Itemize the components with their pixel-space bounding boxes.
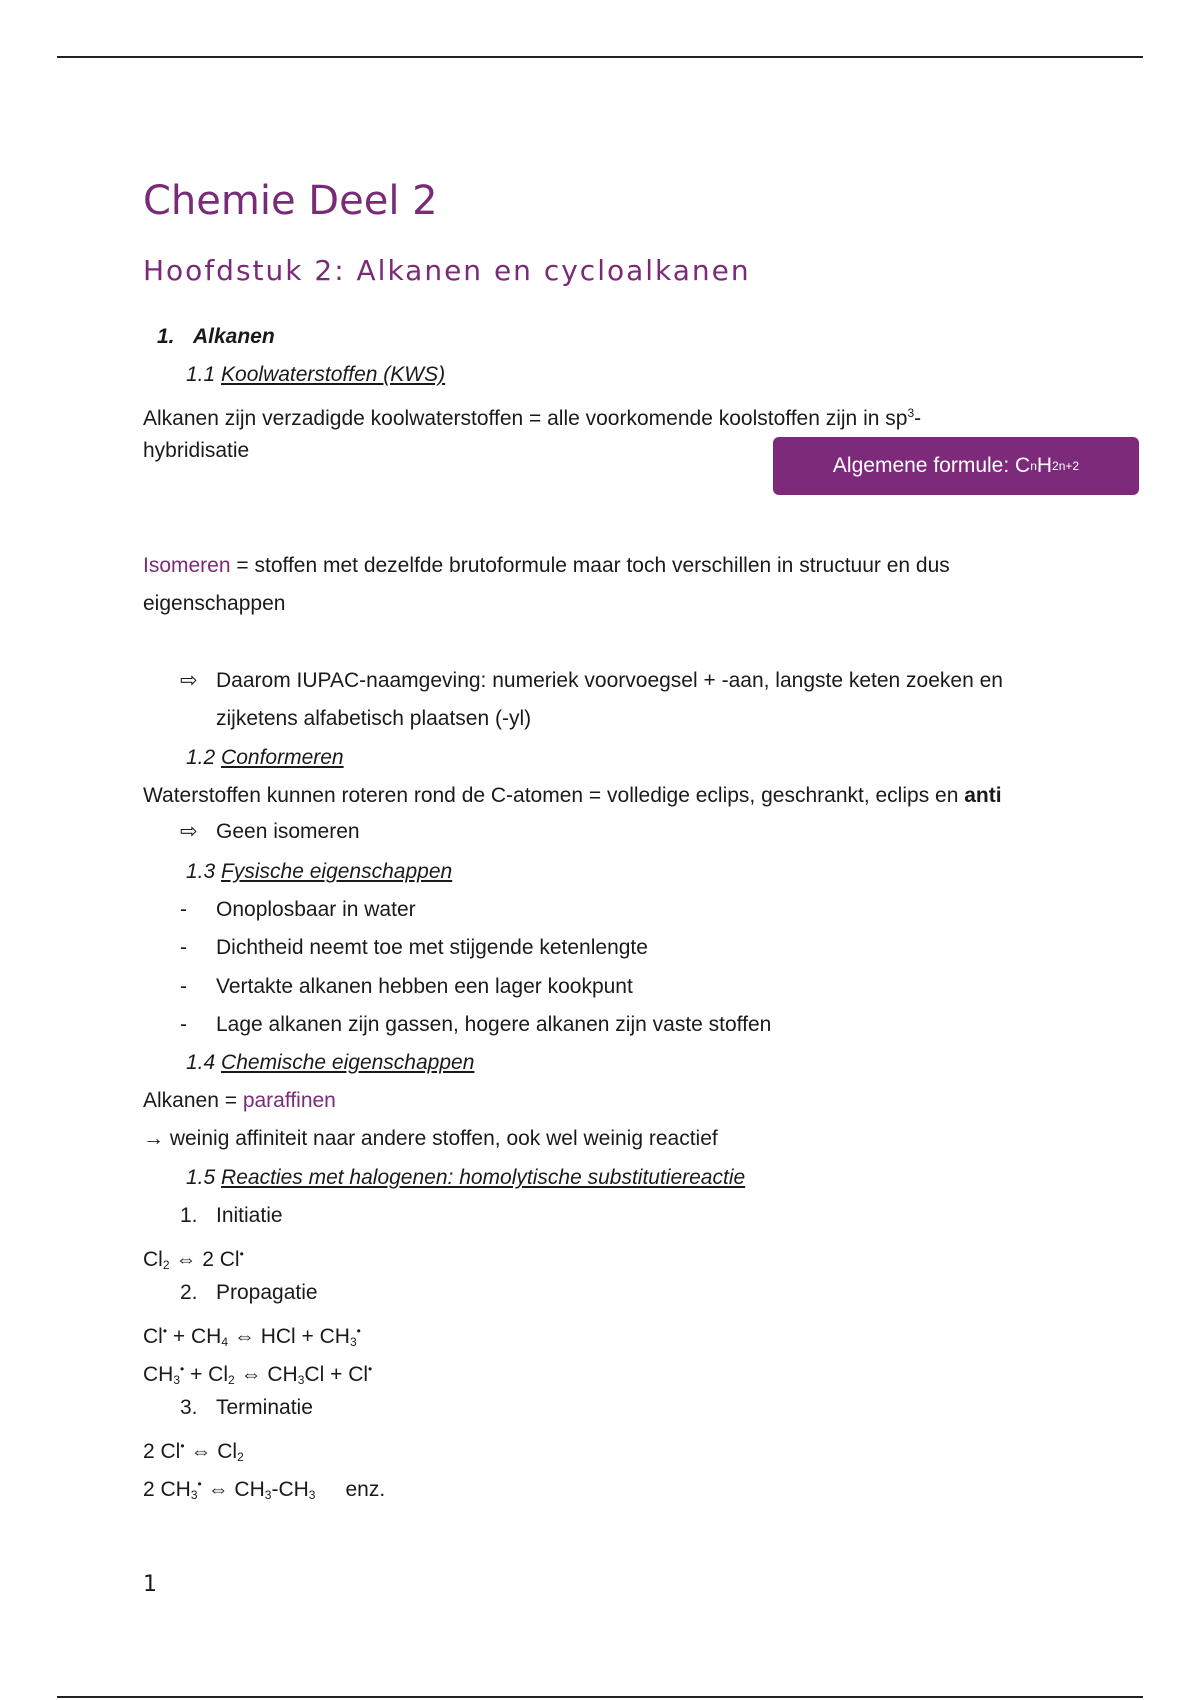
chem-symbol: Cl: [304, 1363, 325, 1386]
isomeren-continuation: eigenschappen: [143, 592, 286, 615]
step-label: Terminatie: [216, 1396, 313, 1419]
dash-bullet: -: [180, 898, 187, 921]
chem-sub: 2: [228, 1373, 235, 1387]
plus: +: [295, 1325, 320, 1348]
general-formula-box: [773, 437, 1139, 495]
subsection-label: Koolwaterstoffen (KWS): [221, 363, 446, 386]
chem-symbol: Cl: [143, 1325, 163, 1348]
radical-dot: •: [162, 1324, 168, 1338]
coefficient: 2: [143, 1440, 161, 1463]
chem-sub: 4: [221, 1335, 229, 1349]
dash-bullet: -: [180, 975, 187, 998]
chem-sub: 2: [237, 1450, 244, 1464]
chem-sub: 3: [308, 1488, 316, 1502]
chem-sub: 3: [190, 1488, 198, 1502]
chem-symbol: CH: [278, 1478, 309, 1501]
subsection-1-3: [186, 860, 452, 884]
formula-h: H: [1036, 454, 1053, 477]
step-label: Initiatie: [216, 1204, 283, 1227]
equilibrium-arrow-icon: ⇔: [169, 1248, 203, 1271]
subsection-label: Reacties met halogenen: homolytische substitutiereactie: [221, 1166, 746, 1189]
chem-symbol: Cl: [217, 1440, 238, 1463]
paragraph-alkanen: [143, 401, 921, 431]
chapter-heading: Hoofdstuk 2: Alkanen en cycloalkanen: [143, 254, 751, 287]
step-number: 2.: [180, 1281, 198, 1304]
subsection-number: 1.2: [186, 746, 216, 769]
subsection-1-5: [186, 1166, 745, 1190]
list-item: [180, 936, 648, 960]
radical-dot: •: [180, 1362, 185, 1376]
top-rule: [57, 56, 1143, 58]
step-terminatie: [180, 1396, 313, 1420]
plus: +: [184, 1363, 209, 1386]
right-arrow-icon: →: [143, 1127, 164, 1150]
list-item-text: Vertakte alkanen hebben een lager kookpunt: [216, 975, 633, 998]
equilibrium-arrow-icon: ⇔: [228, 1325, 261, 1348]
coefficient: 2: [143, 1478, 161, 1501]
paraffinen-line: [143, 1089, 336, 1113]
iupac-bullet: [180, 669, 1003, 693]
step-number: 3.: [180, 1396, 198, 1419]
chem-symbol: CH: [234, 1478, 265, 1501]
isomeren-definition: [143, 554, 950, 578]
plus: +: [167, 1325, 191, 1348]
subsection-number: 1.3: [186, 860, 216, 883]
subsection-1-2: [186, 746, 344, 770]
bottom-rule: [57, 1696, 1143, 1698]
chem-symbol: CH: [267, 1363, 298, 1386]
radical-dot: •: [356, 1324, 361, 1338]
chem-symbol: CH: [190, 1325, 222, 1348]
step-initiatie: [180, 1204, 283, 1228]
bond-dash: -: [271, 1478, 279, 1501]
equation-terminatie-1: [143, 1434, 244, 1469]
hyphen: -: [914, 407, 922, 430]
subsection-number: 1.5: [186, 1166, 216, 1189]
chem-symbol: CH: [143, 1363, 174, 1386]
step-propagatie: [180, 1281, 318, 1305]
conformeren-body: Waterstoffen kunnen roteren rond de C-atomen = volledige eclips, geschrankt, eclips en: [143, 784, 965, 807]
enz-text: enz.: [345, 1478, 386, 1501]
conformeren-text: [143, 784, 1002, 808]
chem-symbol: CH: [160, 1478, 191, 1501]
chem-sub: 3: [264, 1488, 272, 1502]
dash-bullet: -: [180, 1013, 187, 1036]
subsection-number: 1.4: [186, 1051, 216, 1074]
equilibrium-arrow-icon: ⇔: [234, 1363, 268, 1386]
subsection-1-1: [186, 363, 445, 387]
dash-bullet: -: [180, 936, 187, 959]
iupac-line-1: Daarom IUPAC-naamgeving: numeriek voorvoegsel + -aan, langste keten zoeken en: [216, 669, 1003, 692]
anti-bold: anti: [964, 784, 1002, 807]
arrow-bullet-icon: ⇨: [180, 820, 198, 843]
section-number: 1.: [157, 325, 175, 348]
chem-symbol: Cl: [208, 1363, 229, 1386]
subsection-label: Chemische eigenschappen: [221, 1051, 475, 1074]
list-item: [180, 975, 633, 999]
document-title: Chemie Deel 2: [143, 178, 438, 224]
conformeren-bullet: [180, 820, 360, 844]
paragraph-text: Alkanen zijn verzadigde koolwaterstoffen = alle voorkomende koolstoffen zijn in sp: [143, 407, 908, 430]
chem-sub: 3: [297, 1373, 305, 1387]
section-label: Alkanen: [192, 325, 275, 348]
chem-sub: 2: [162, 1258, 170, 1272]
radical-dot: •: [180, 1439, 185, 1453]
step-number: 1.: [180, 1204, 198, 1227]
radical-dot: •: [197, 1477, 202, 1491]
page-number: 1: [143, 1572, 157, 1597]
equation-propagatie-2: [143, 1357, 372, 1392]
subsection-1-4: [186, 1051, 474, 1075]
chem-symbol: Cl: [143, 1248, 163, 1271]
equation-terminatie-2: [143, 1472, 385, 1507]
chem-symbol: Cl: [219, 1248, 240, 1271]
radical-dot: •: [368, 1362, 373, 1376]
paraffinen-term: paraffinen: [242, 1089, 336, 1112]
alkanen-text: Alkanen =: [143, 1089, 243, 1112]
equilibrium-arrow-icon: ⇔: [201, 1478, 235, 1501]
iupac-line-2: zijketens alfabetisch plaatsen (-yl): [216, 707, 532, 730]
paragraph-continuation: hybridisatie: [143, 439, 250, 462]
list-item-text: Lage alkanen zijn gassen, hogere alkanen zijn vaste stoffen: [216, 1013, 772, 1036]
chem-sub: 3: [349, 1335, 357, 1349]
formula-label: Algemene formule: C: [832, 454, 1031, 477]
formula-sub-n: n: [1030, 459, 1037, 473]
chem-sub: 3: [173, 1373, 181, 1387]
formula-sub-2n2: 2n+2: [1052, 459, 1080, 473]
coefficient: 2: [202, 1248, 220, 1271]
radical-dot: •: [239, 1247, 244, 1261]
chem-symbol: Cl: [160, 1440, 181, 1463]
list-item: [180, 898, 416, 922]
affiniteit-text: weinig affiniteit naar andere stoffen, ook wel weinig reactief: [164, 1127, 718, 1150]
arrow-bullet-icon: ⇨: [180, 669, 198, 692]
section-heading-alkanen: [157, 325, 275, 349]
step-label: Propagatie: [216, 1281, 318, 1304]
subsection-label: Conformeren: [221, 746, 344, 769]
subsection-label: Fysische eigenschappen: [221, 860, 453, 883]
isomeren-text: = stoffen met dezelfde brutoformule maar toch verschillen in structuur en dus: [230, 554, 950, 577]
affiniteit-line: [143, 1127, 718, 1151]
list-item-text: Dichtheid neemt toe met stijgende ketenlengte: [216, 936, 648, 959]
equilibrium-arrow-icon: ⇔: [184, 1440, 218, 1463]
superscript: 3: [907, 406, 915, 420]
chem-symbol: Cl: [348, 1363, 369, 1386]
plus: +: [324, 1363, 349, 1386]
bullet-text: Geen isomeren: [216, 820, 360, 843]
isomeren-term: Isomeren: [143, 554, 231, 577]
chem-symbol: CH: [319, 1325, 350, 1348]
chem-symbol: HCl: [260, 1325, 296, 1348]
equation-propagatie-1: [143, 1319, 361, 1354]
list-item-text: Onoplosbaar in water: [216, 898, 416, 921]
equation-initiatie: [143, 1242, 244, 1277]
subsection-number: 1.1: [186, 363, 216, 386]
list-item: [180, 1013, 771, 1037]
